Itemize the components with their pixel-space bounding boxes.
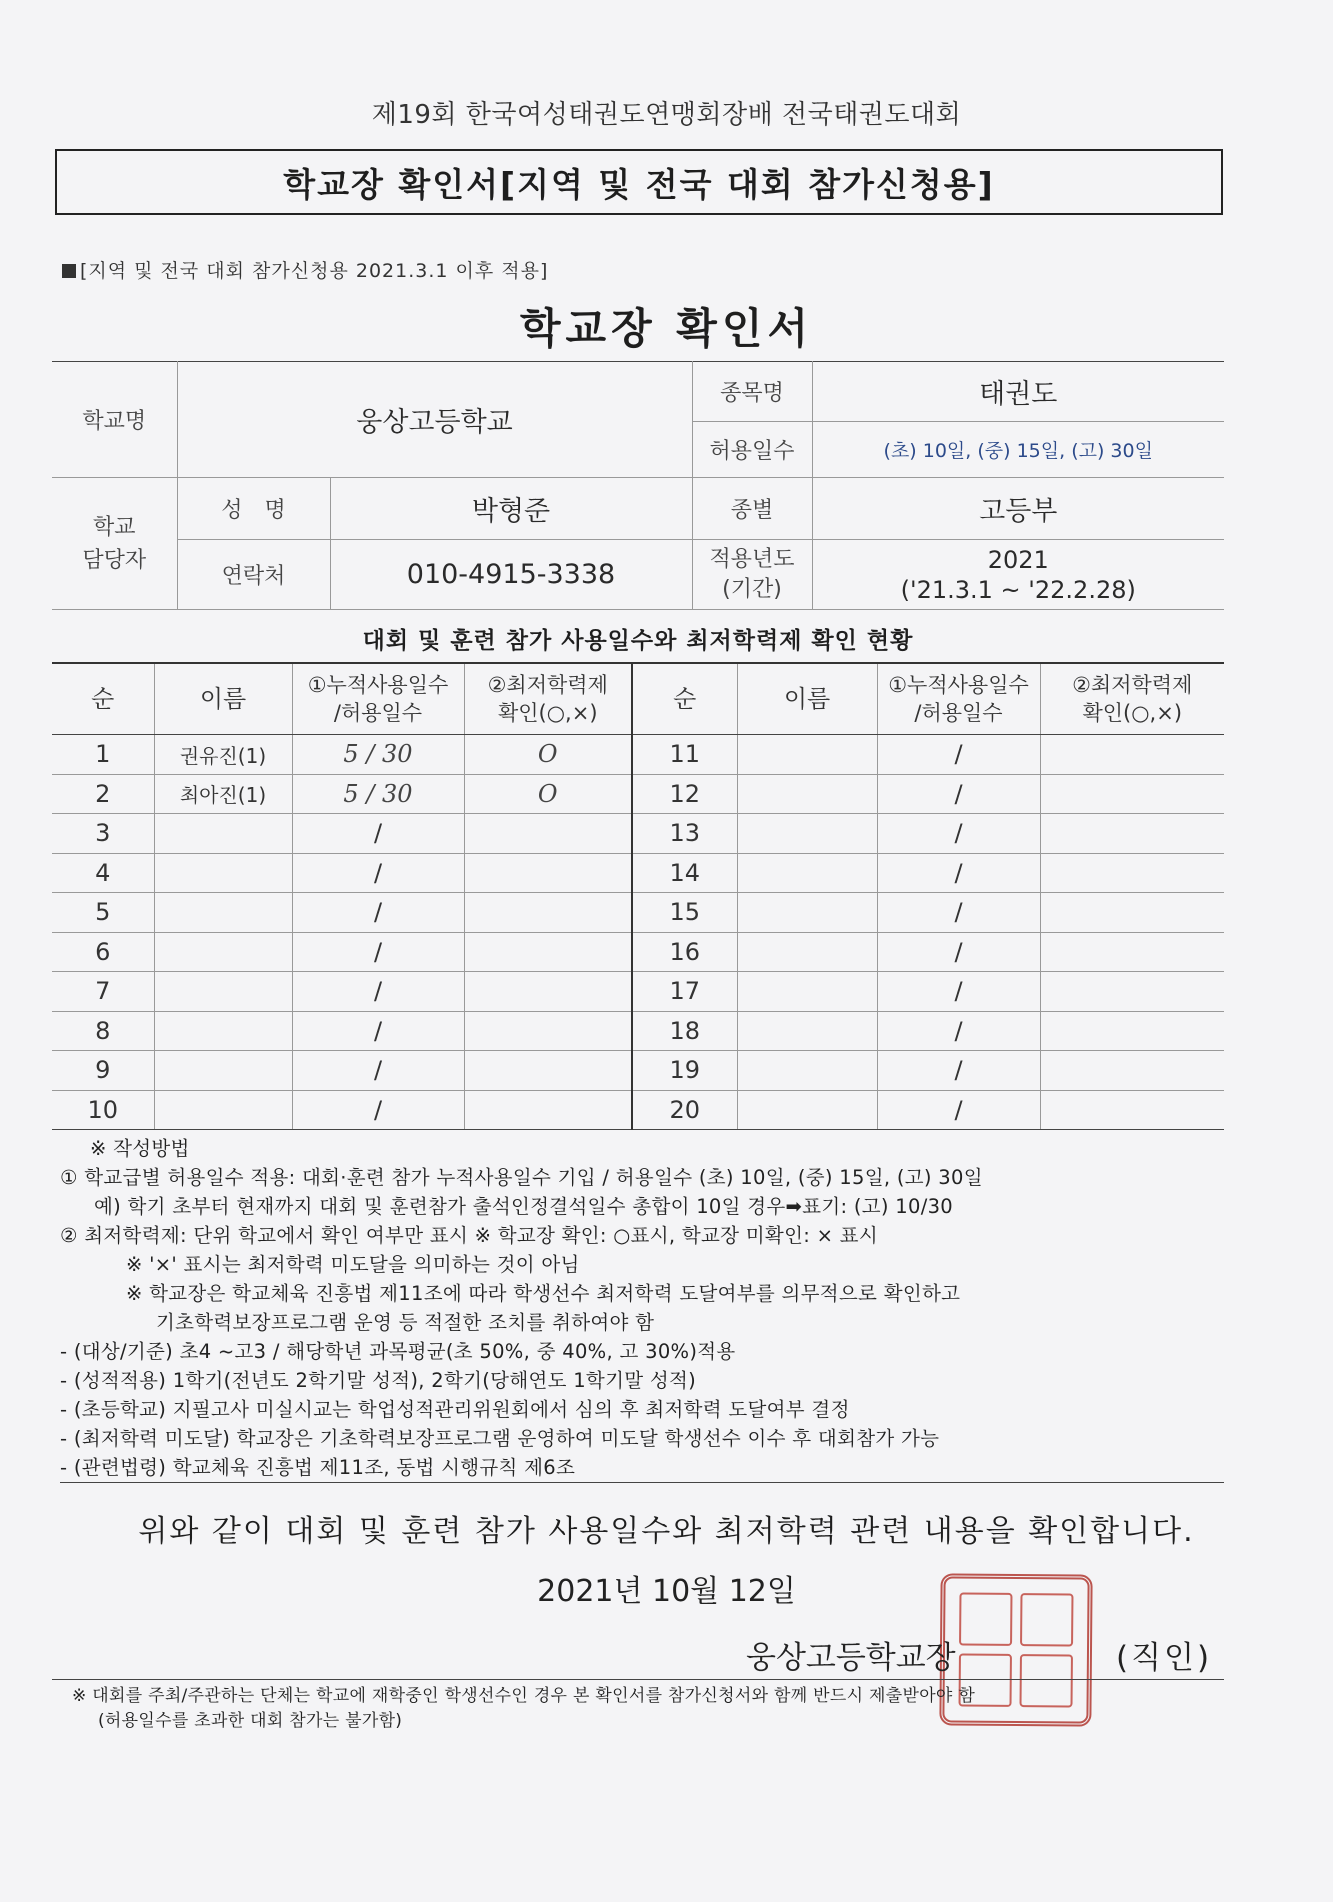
header-days-2 [877, 663, 1040, 735]
phone-label: 연락처 [177, 540, 330, 610]
athlete-name: 최아진(1) [154, 774, 292, 814]
manager-name-label: 성 명 [177, 478, 330, 540]
instructions-heading: ※ 작성방법 [90, 1137, 190, 1160]
confirmation-statement: 위와 같이 대회 및 훈련 참가 사용일수와 최저학력 관련 내용을 확인합니다. [138, 1514, 1195, 1549]
detail-grades: - (성적적용) 1학기(전년도 2학기말 성적), 2학기(당해연도 1학기말 성적) [60, 1369, 697, 1392]
athlete-name [154, 1090, 292, 1130]
row-number-2: 11 [632, 735, 737, 775]
allowed-days-value: (초) 10일, (중) 15일, (고) 30일 [812, 422, 1224, 478]
table-row [52, 1051, 1224, 1091]
row-number-2: 16 [632, 932, 737, 972]
contact-group-label [52, 478, 177, 610]
athlete-name-2 [737, 1090, 877, 1130]
min-academic-check-2 [1040, 1090, 1224, 1130]
min-academic-check-2 [1040, 893, 1224, 933]
applied-year-value-line2: ('21.3.1 ~ '22.2.28) [900, 575, 1136, 604]
row-number: 6 [52, 932, 154, 972]
athlete-name [154, 853, 292, 893]
row-number: 9 [52, 1051, 154, 1091]
days-used-2: / [877, 774, 1040, 814]
instruction-2-note-a: ※ '×' 표시는 최저학력 미도달을 의미하는 것이 아님 [126, 1253, 580, 1276]
days-used: 5 / 30 [292, 735, 464, 775]
applied-year-label [692, 540, 812, 610]
athlete-name-2 [737, 1051, 877, 1091]
header-days-line2: /허용일수 [333, 701, 423, 725]
header-check [464, 663, 632, 735]
row-number-2: 20 [632, 1090, 737, 1130]
days-used-2: / [877, 814, 1040, 854]
min-academic-check [464, 1051, 632, 1091]
instruction-2-note-b-cont: 기초학력보장프로그램 운영 등 적절한 조치를 취하여야 함 [156, 1311, 655, 1334]
header-check-2-line2: 확인(○,×) [1082, 701, 1183, 725]
row-number: 5 [52, 893, 154, 933]
min-academic-check [464, 853, 632, 893]
days-used: / [292, 814, 464, 854]
contact-group-label-line2: 담당자 [82, 547, 147, 573]
applied-year-label-line1: 적용년도 [709, 546, 795, 572]
row-number: 3 [52, 814, 154, 854]
days-used-2: / [877, 1051, 1040, 1091]
main-title: 학교장 확인서 [519, 304, 814, 353]
days-used: / [292, 1011, 464, 1051]
athlete-name-2 [737, 774, 877, 814]
athlete-name-2 [737, 932, 877, 972]
allowed-days-label: 허용일수 [692, 422, 812, 478]
table-row [52, 774, 1224, 814]
athlete-name-2 [737, 1011, 877, 1051]
header-days-2-line1: ①누적사용일수 [888, 672, 1029, 697]
school-name-value: 웅상고등학교 [177, 362, 692, 478]
row-number-2: 13 [632, 814, 737, 854]
row-number: 8 [52, 1011, 154, 1051]
footer-note-line2: (허용일수를 초과한 대회 참가는 불가함) [98, 1711, 403, 1731]
detail-law: - (관련법령) 학교체육 진흥법 제11조, 동법 시행규칙 제6조 [60, 1453, 1224, 1483]
seal-label: (직인) [1116, 1640, 1213, 1676]
row-number: 10 [52, 1090, 154, 1130]
days-used: 5 / 30 [292, 774, 464, 814]
row-number: 4 [52, 853, 154, 893]
table-row [52, 972, 1224, 1012]
min-academic-check [464, 1011, 632, 1051]
row-number: 2 [52, 774, 154, 814]
seal-glyph-1 [959, 1593, 1012, 1646]
instruction-1: ① 학교급별 허용일수 적용: 대회·훈련 참가 누적사용일수 기입 / 허용일수 (초) 10일, (중) 15일, (고) 30일 [60, 1166, 983, 1189]
detail-elementary: - (초등학교) 지필고사 미실시교는 학업성적관리위원회에서 심의 후 최저학력 도달여부 결정 [60, 1398, 850, 1421]
instruction-1-example: 예) 학기 초부터 현재까지 대회 및 훈련참가 출석인정결석일수 총합이 10일 경우➡표기: (고) 10/30 [94, 1195, 953, 1218]
instruction-2: ② 최저학력제: 단위 학교에서 확인 여부만 표시 ※ 학교장 확인: ○표시, 학교장 미확인: × 표시 [60, 1224, 878, 1247]
min-academic-check [464, 893, 632, 933]
min-academic-check [464, 932, 632, 972]
applied-year-label-line2: (기간) [722, 576, 782, 602]
table-row [52, 853, 1224, 893]
row-number: 7 [52, 972, 154, 1012]
event-value: 태권도 [812, 362, 1224, 422]
row-number-2: 14 [632, 853, 737, 893]
athlete-name [154, 893, 292, 933]
min-academic-check [464, 1090, 632, 1130]
divider [52, 1679, 1224, 1680]
scope-note-text: [지역 및 전국 대회 참가신청용 2021.3.1 이후 적용] [80, 260, 549, 282]
scope-note [62, 256, 548, 283]
min-academic-check-2 [1040, 814, 1224, 854]
row-number-2: 18 [632, 1011, 737, 1051]
event-label: 종목명 [692, 362, 812, 422]
school-info-table [52, 361, 1224, 610]
min-academic-check: O [464, 774, 632, 814]
table-row [52, 814, 1224, 854]
min-academic-check: O [464, 735, 632, 775]
header-no: 순 [52, 663, 154, 735]
min-academic-check-2 [1040, 972, 1224, 1012]
applied-year-value-line1: 2021 [987, 545, 1049, 574]
table-row [52, 932, 1224, 972]
header-check-line2: 확인(○,×) [497, 701, 598, 725]
athlete-name-2 [737, 893, 877, 933]
min-academic-check-2 [1040, 774, 1224, 814]
header-name: 이름 [154, 663, 292, 735]
header-check-2 [1040, 663, 1224, 735]
row-number-2: 17 [632, 972, 737, 1012]
applied-year-value [812, 540, 1224, 610]
row-number-2: 19 [632, 1051, 737, 1091]
principal-signature-line: 웅상고등학교장 [746, 1640, 956, 1676]
athlete-roster-table [52, 662, 1224, 1130]
athlete-name [154, 1011, 292, 1051]
athlete-name-2 [737, 853, 877, 893]
days-used-2: / [877, 853, 1040, 893]
min-academic-check-2 [1040, 853, 1224, 893]
min-academic-check [464, 814, 632, 854]
school-name-label: 학교명 [52, 362, 177, 478]
athlete-name [154, 972, 292, 1012]
roster-section-title: 대회 및 훈련 참가 사용일수와 최저학력제 확인 현황 [362, 628, 914, 654]
table-row [52, 893, 1224, 933]
athlete-name [154, 814, 292, 854]
header-days [292, 663, 464, 735]
min-academic-check-2 [1040, 932, 1224, 972]
manager-name-value: 박형준 [330, 478, 692, 540]
row-number-2: 12 [632, 774, 737, 814]
days-used: / [292, 893, 464, 933]
contact-group-label-line1: 학교 [92, 514, 136, 540]
athlete-name-2 [737, 735, 877, 775]
event-caption: 제19회 한국여성태권도연맹회장배 전국태권도대회 [371, 100, 962, 130]
instruction-2-note-b: ※ 학교장은 학교체육 진흥법 제11조에 따라 학생선수 최저학력 도달여부를 의무적으로 확인하고 [126, 1282, 961, 1305]
days-used-2: / [877, 1011, 1040, 1051]
phone-value: 010-4915-3338 [330, 540, 692, 610]
min-academic-check-2 [1040, 1011, 1224, 1051]
footer-note-line1: ※ 대회를 주최/주관하는 단체는 학교에 재학중인 학생선수인 경우 본 확인서를 참가신청서와 함께 반드시 제출받아야 함 [72, 1686, 976, 1706]
days-used-2: / [877, 1090, 1040, 1130]
table-row [52, 1011, 1224, 1051]
min-academic-check-2 [1040, 735, 1224, 775]
table-row [52, 1090, 1224, 1130]
days-used: / [292, 853, 464, 893]
athlete-name-2 [737, 814, 877, 854]
days-used: / [292, 1051, 464, 1091]
issue-date: 2021년 10월 12일 [537, 1574, 796, 1609]
division-label: 종별 [692, 478, 812, 540]
row-number: 1 [52, 735, 154, 775]
days-used: / [292, 1090, 464, 1130]
header-days-2-line2: /허용일수 [914, 701, 1003, 725]
days-used-2: / [877, 972, 1040, 1012]
header-check-2-line1: ②최저학력제 [1072, 672, 1193, 697]
athlete-name: 권유진(1) [154, 735, 292, 775]
days-used-2: / [877, 735, 1040, 775]
seal-glyph-2 [1020, 1593, 1073, 1646]
division-value: 고등부 [812, 478, 1224, 540]
table-row [52, 735, 1224, 775]
header-check-line1: ②최저학력제 [487, 672, 608, 697]
athlete-name [154, 1051, 292, 1091]
row-number-2: 15 [632, 893, 737, 933]
square-bullet-icon [62, 264, 76, 278]
days-used: / [292, 932, 464, 972]
instructions [60, 1134, 1230, 1483]
min-academic-check-2 [1040, 1051, 1224, 1091]
header-no-2: 순 [632, 663, 737, 735]
days-used-2: / [877, 893, 1040, 933]
header-days-line1: ①누적사용일수 [307, 672, 449, 697]
athlete-name-2 [737, 972, 877, 1012]
detail-below-minimum: - (최저학력 미도달) 학교장은 기초학력보장프로그램 운영하여 미도달 학생선수 이수 후 대회참가 가능 [60, 1427, 940, 1450]
detail-target: - (대상/기준) 초4 ~고3 / 해당학년 과목평균(초 50%, 중 40%, 고 30%)적용 [60, 1340, 736, 1363]
seal-glyph-4 [1020, 1654, 1073, 1707]
document-title-box: 학교장 확인서[지역 및 전국 대회 참가신청용] [55, 149, 1223, 215]
header-name-2: 이름 [737, 663, 877, 735]
min-academic-check [464, 972, 632, 1012]
athlete-name [154, 932, 292, 972]
days-used-2: / [877, 932, 1040, 972]
footer-note [72, 1684, 975, 1734]
days-used: / [292, 972, 464, 1012]
